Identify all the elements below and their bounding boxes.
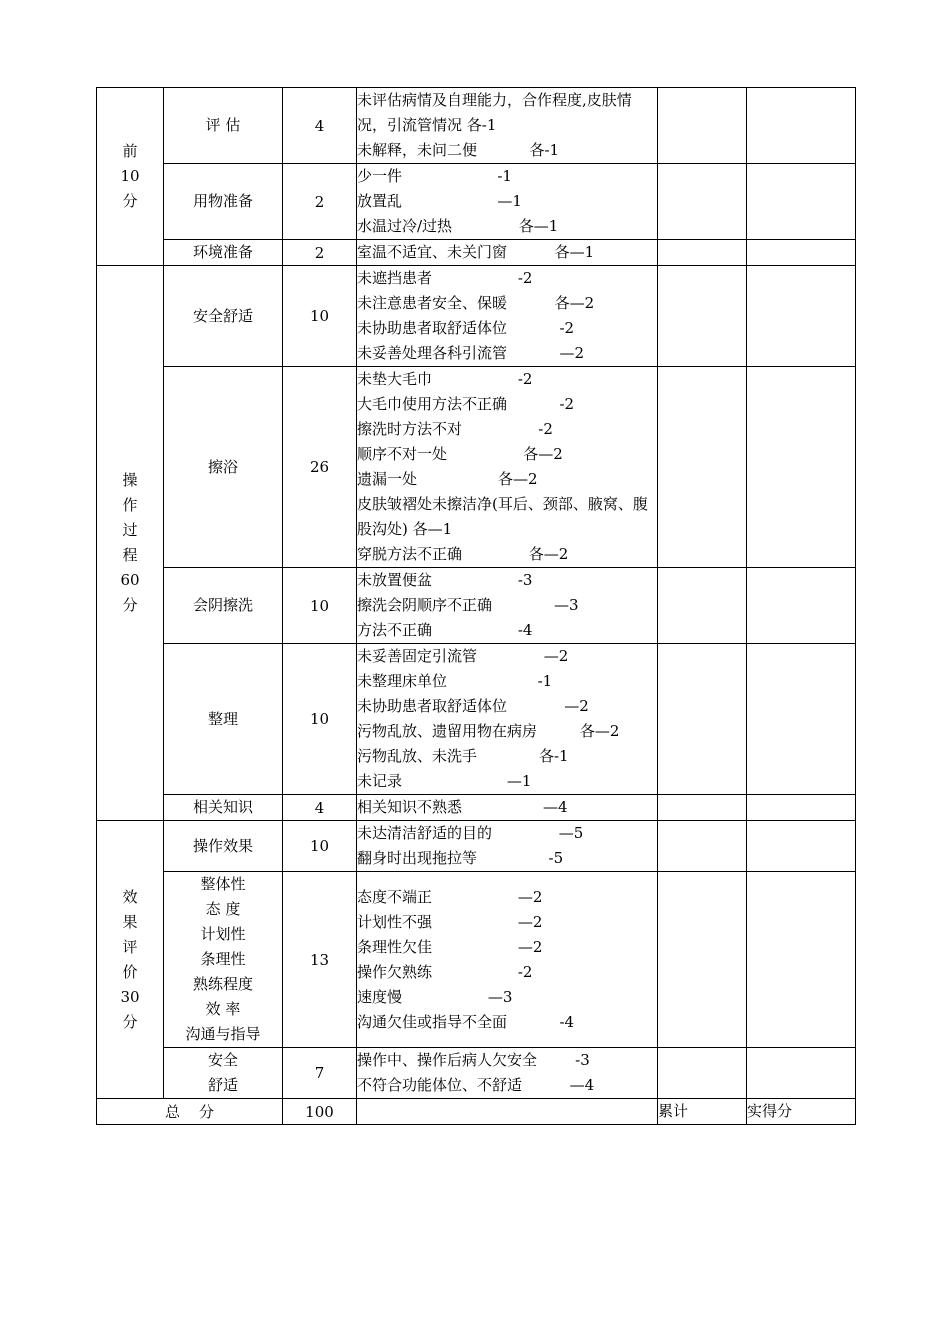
table-row [97,367,856,568]
actual-score-cell[interactable] [747,872,856,1048]
item-score: 10 [283,568,357,644]
deduction-line: 擦洗时方法不对 -2 [357,420,553,438]
total-deduction-cell [357,1099,658,1125]
table-row [97,266,856,367]
item-name [164,795,283,821]
deduction-line: 污物乱放、遗留用物在病房 各—2 [357,722,620,740]
item-score: 2 [283,164,357,240]
deduction-line: 速度慢 —3 [357,987,513,1006]
table-row [97,872,856,1048]
deduction-criteria [357,367,658,568]
item-name [164,164,283,240]
actual-score-cell[interactable] [747,88,856,164]
accumulated-cell[interactable] [658,266,747,367]
deduction-line: 条理性欠佳 —2 [357,937,543,956]
table-row [97,1048,856,1099]
deduction-line: 操作中、操作后病人欠安全 -3 [357,1051,590,1069]
deduction-line: 未协助患者取舒适体位 -2 [357,319,575,337]
item-name [164,266,283,367]
deduction-line: 未达清洁舒适的目的 —5 [357,824,584,842]
deduction-line: 顺序不对一处 各—2 [357,445,563,463]
deduction-line: 不符合功能体位、不舒适 —4 [357,1076,595,1094]
actual-score-cell[interactable] [747,795,856,821]
deduction-line: 放置乱 —1 [357,192,522,210]
deduction-line: 计划性不强 —2 [357,912,543,931]
deduction-criteria [357,240,658,266]
item-name-line: 用物准备 [192,192,253,210]
deduction-criteria [357,164,658,240]
section-label-char: 果 [122,912,138,931]
section-label [97,266,164,821]
item-score: 10 [283,644,357,795]
table-row [97,644,856,795]
section-label-char: 分 [122,596,138,614]
deduction-line: 相关知识不熟悉 —4 [357,798,568,816]
deduction-line: 未评估病情及自理能力，合作程度,皮肤情况，引流管情况 各-1 [357,91,632,134]
deduction-line: 大毛巾使用方法不正确 -2 [357,395,575,413]
item-name-line: 舒适 [207,1076,238,1094]
item-name-line: 沟通与指导 [185,1025,261,1043]
deduction-criteria [357,795,658,821]
accumulated-label: 累计 [658,1099,747,1125]
deduction-line: 未解释，未问二便 各-1 [357,141,560,159]
item-score: 26 [283,367,357,568]
actual-score-cell[interactable] [747,164,856,240]
deduction-line: 少一件 -1 [357,167,512,185]
deduction-criteria [357,644,658,795]
accumulated-cell[interactable] [658,88,747,164]
item-score: 13 [283,872,357,1048]
total-label: 总 分 [97,1099,283,1125]
table-row [97,164,856,240]
accumulated-cell[interactable] [658,821,747,872]
deduction-criteria [357,266,658,367]
item-name-line: 擦浴 [207,457,238,476]
item-name-line: 操作效果 [192,836,253,855]
item-name-line: 整体性 [200,875,246,893]
deduction-line: 水温过冷/过热 各—1 [357,217,559,235]
item-score: 10 [283,821,357,872]
scoring-table-body [97,88,856,1125]
accumulated-cell[interactable] [658,644,747,795]
item-name-line: 计划性 [200,925,246,943]
section-label-char: 作 [122,496,138,514]
deduction-line: 态度不端正 —2 [357,887,543,906]
total-row [97,1099,856,1125]
item-score: 2 [283,240,357,266]
item-name-line: 态 度 [205,900,241,918]
accumulated-cell[interactable] [658,872,747,1048]
accumulated-cell[interactable] [658,1048,747,1099]
actual-score-cell[interactable] [747,568,856,644]
item-name [164,240,283,266]
deduction-criteria [357,872,658,1048]
item-score: 4 [283,795,357,821]
deduction-line: 未记录 —1 [357,772,532,790]
deduction-line: 未注意患者安全、保暖 各—2 [357,294,595,312]
item-name [164,644,283,795]
scoring-table [96,87,856,1125]
deduction-line: 擦洗会阴顺序不正确 —3 [357,596,579,614]
deduction-line: 沟通欠佳或指导不全面 -4 [357,1012,575,1031]
item-name-line: 评 估 [205,116,241,134]
item-score: 7 [283,1048,357,1099]
section-label-char: 分 [122,1012,138,1031]
section-label-char: 程 [122,546,138,564]
actual-score-label: 实得分 [747,1099,856,1125]
item-name [164,88,283,164]
actual-score-cell[interactable] [747,821,856,872]
section-label-char: 30 [120,987,140,1006]
deduction-line: 未整理床单位 -1 [357,672,553,690]
table-row [97,821,856,872]
item-name-line: 整理 [207,709,238,728]
section-label-char: 10 [120,167,140,185]
section-label-char: 60 [120,571,140,589]
deduction-line: 皮肤皱褶处未擦洁净(耳后、颈部、腋窝、腹股沟处) 各—1 [357,495,648,538]
deduction-line: 操作欠熟练 -2 [357,962,533,981]
section-label-char: 效 [122,887,138,906]
accumulated-cell[interactable] [658,795,747,821]
actual-score-cell[interactable] [747,1048,856,1099]
section-label-char: 操 [122,471,138,489]
table-row [97,795,856,821]
accumulated-cell[interactable] [658,240,747,266]
item-score: 4 [283,88,357,164]
deduction-line: 室温不适宜、未关门窗 各—1 [357,243,595,261]
item-name [164,1048,283,1099]
deduction-line: 翻身时出现拖拉等 -5 [357,849,564,867]
deduction-line: 未妥善处理各科引流管 —2 [357,344,584,362]
deduction-criteria [357,1048,658,1099]
deduction-line: 穿脱方法不正确 各—2 [357,545,569,563]
deduction-criteria [357,88,658,164]
actual-score-cell[interactable] [747,240,856,266]
item-name-line: 效 率 [205,1000,241,1018]
total-score: 100 [283,1099,357,1125]
section-label-char: 前 [122,142,138,160]
deduction-line: 未妥善固定引流管 —2 [357,647,569,665]
section-label-char: 评 [122,937,138,956]
item-name-line: 安全舒适 [192,306,253,325]
deduction-criteria [357,821,658,872]
section-label-char: 价 [122,962,138,981]
accumulated-cell[interactable] [658,568,747,644]
deduction-line: 未放置便盆 -3 [357,571,533,589]
item-name-line: 环境准备 [192,243,253,261]
section-label-char: 分 [122,192,138,210]
actual-score-cell[interactable] [747,644,856,795]
item-name [164,872,283,1048]
deduction-criteria [357,568,658,644]
accumulated-cell[interactable] [658,164,747,240]
item-name [164,821,283,872]
table-row [97,568,856,644]
table-row [97,88,856,164]
deduction-line: 未遮挡患者 -2 [357,269,533,287]
item-name-line: 条理性 [200,950,246,968]
accumulated-cell[interactable] [658,367,747,568]
actual-score-cell[interactable] [747,367,856,568]
actual-score-cell[interactable] [747,266,856,367]
item-name-line: 熟练程度 [192,975,253,993]
item-name [164,367,283,568]
deduction-line: 方法不正确 -4 [357,621,533,639]
item-score: 10 [283,266,357,367]
deduction-line: 污物乱放、未洗手 各-1 [357,747,569,765]
deduction-line: 未协助患者取舒适体位 —2 [357,697,589,715]
item-name [164,568,283,644]
section-label [97,88,164,266]
section-label [97,821,164,1099]
deduction-line: 未垫大毛巾 -2 [357,370,533,388]
item-name-line: 安全 [207,1051,238,1069]
item-name-line: 相关知识 [192,798,253,816]
deduction-line: 遗漏一处 各—2 [357,470,538,488]
section-label-char: 过 [122,521,138,539]
item-name-line: 会阴擦洗 [192,596,253,614]
table-row [97,240,856,266]
